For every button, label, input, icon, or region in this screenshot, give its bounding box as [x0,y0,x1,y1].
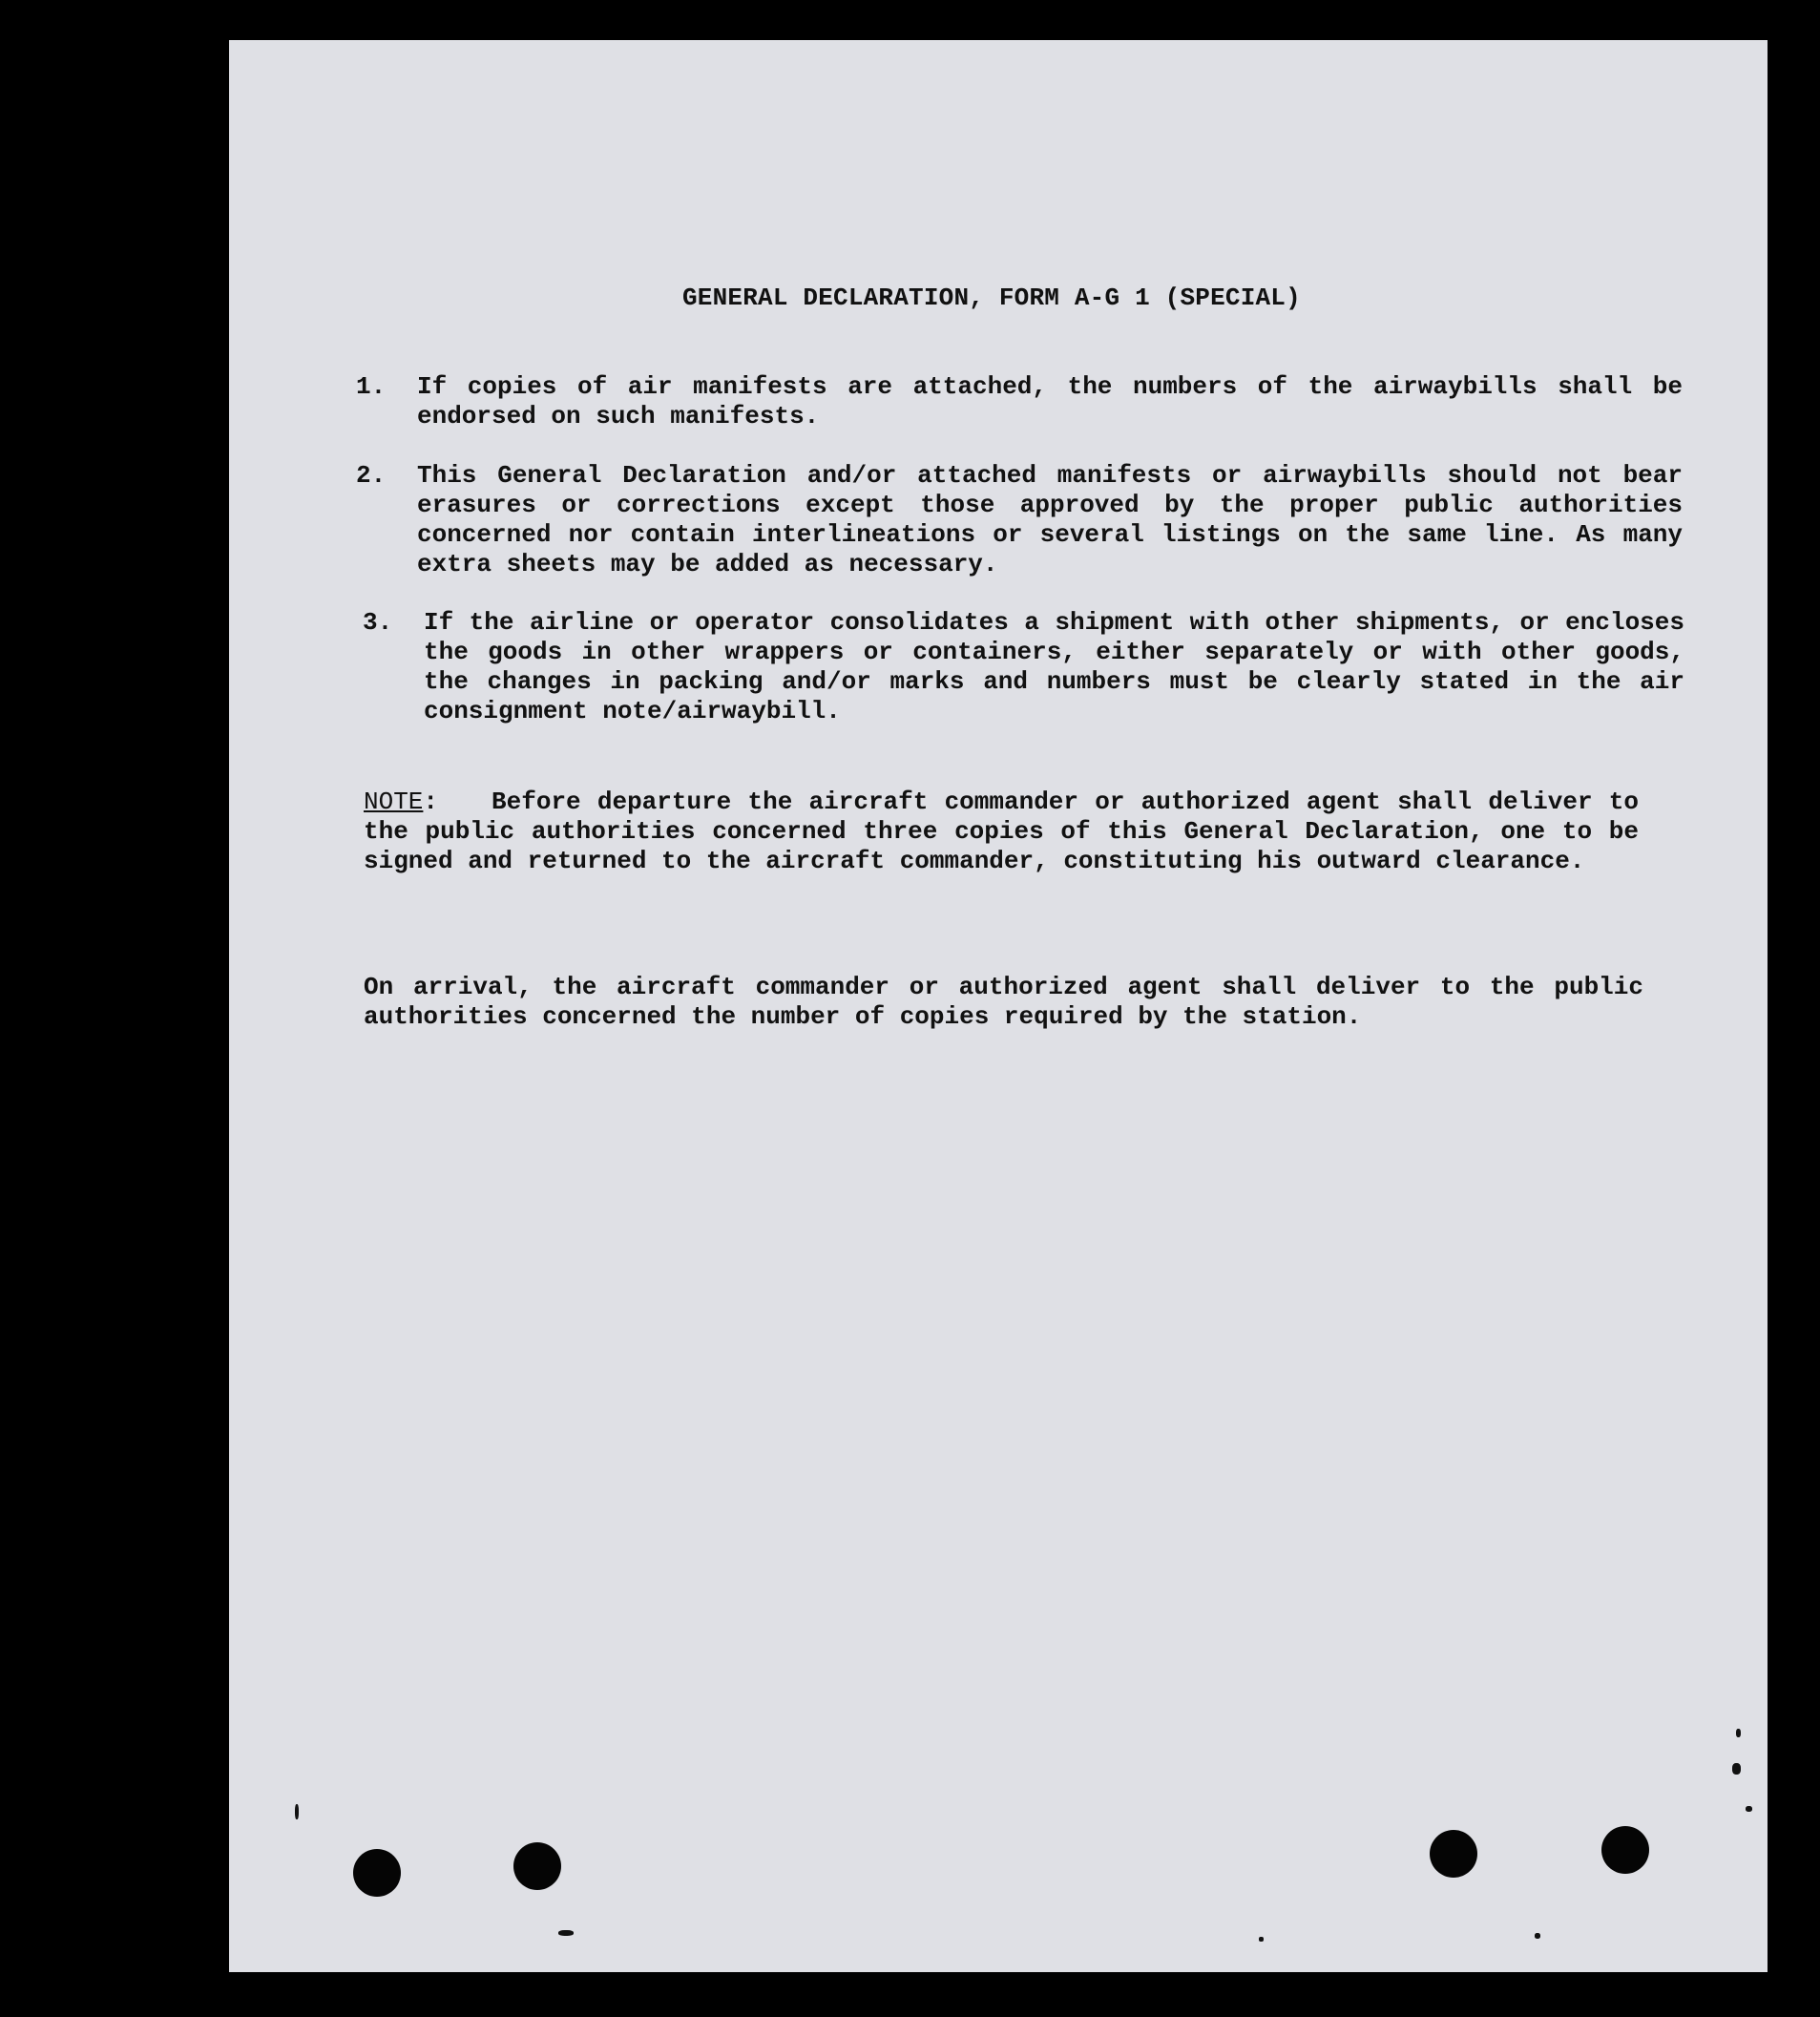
punch-hole-icon [353,1849,401,1897]
punch-hole-icon [1430,1830,1477,1878]
document-title: GENERAL DECLARATION, FORM A-G 1 (SPECIAL) [682,284,1301,312]
item-number: 3. [363,608,393,637]
speck-mark [558,1930,574,1936]
note-paragraph: NOTE: Before departure the aircraft commander or authorized agent shall deliver to the public authorities concerned three copies of this General Declaration, one to be signed and returned to the aircraft commander, constituting his outward clearance. [364,788,1639,875]
item-number: 1. [356,372,387,401]
item-number: 2. [356,461,387,490]
note-text: Before departure the aircraft commander or authorized agent shall deliver to the public authorities concerned three copies of this General Declaration, one to be signed and returned to the aircraft commander, constituting his outward clearance. [364,788,1639,875]
item-text: If the airline or operator consolidates a shipment with other shipments, or encloses the goods in other wrappers or containers, either separately or with other goods, the changes in packing and/or marks and numbers must be clearly stated in the air consignment note/airwaybill. [424,608,1684,725]
punch-hole-icon [1601,1826,1649,1874]
speck-mark [1732,1763,1741,1775]
speck-mark [1259,1937,1264,1942]
document-page [229,40,1768,1972]
speck-mark [295,1804,299,1819]
speck-mark [1535,1933,1540,1939]
document-body [229,40,1768,1972]
item-text: If copies of air manifests are attached, the numbers of the airwaybills shall be endorsed on such manifests. [417,372,1683,431]
note-label: NOTE [364,788,424,816]
arrival-paragraph: On arrival, the aircraft commander or authorized agent shall deliver to the public authorities concerned the number of copies required by the station. [364,973,1643,1031]
item-text: This General Declaration and/or attached manifests or airwaybills should not bear erasures or corrections except those approved by the proper public authorities concerned nor contain interlineations or several listings on the same line. As many extra sheets may be added as necessary. [417,461,1683,578]
speck-mark [1736,1729,1741,1737]
speck-mark [1746,1806,1752,1812]
punch-hole-icon [513,1842,561,1890]
